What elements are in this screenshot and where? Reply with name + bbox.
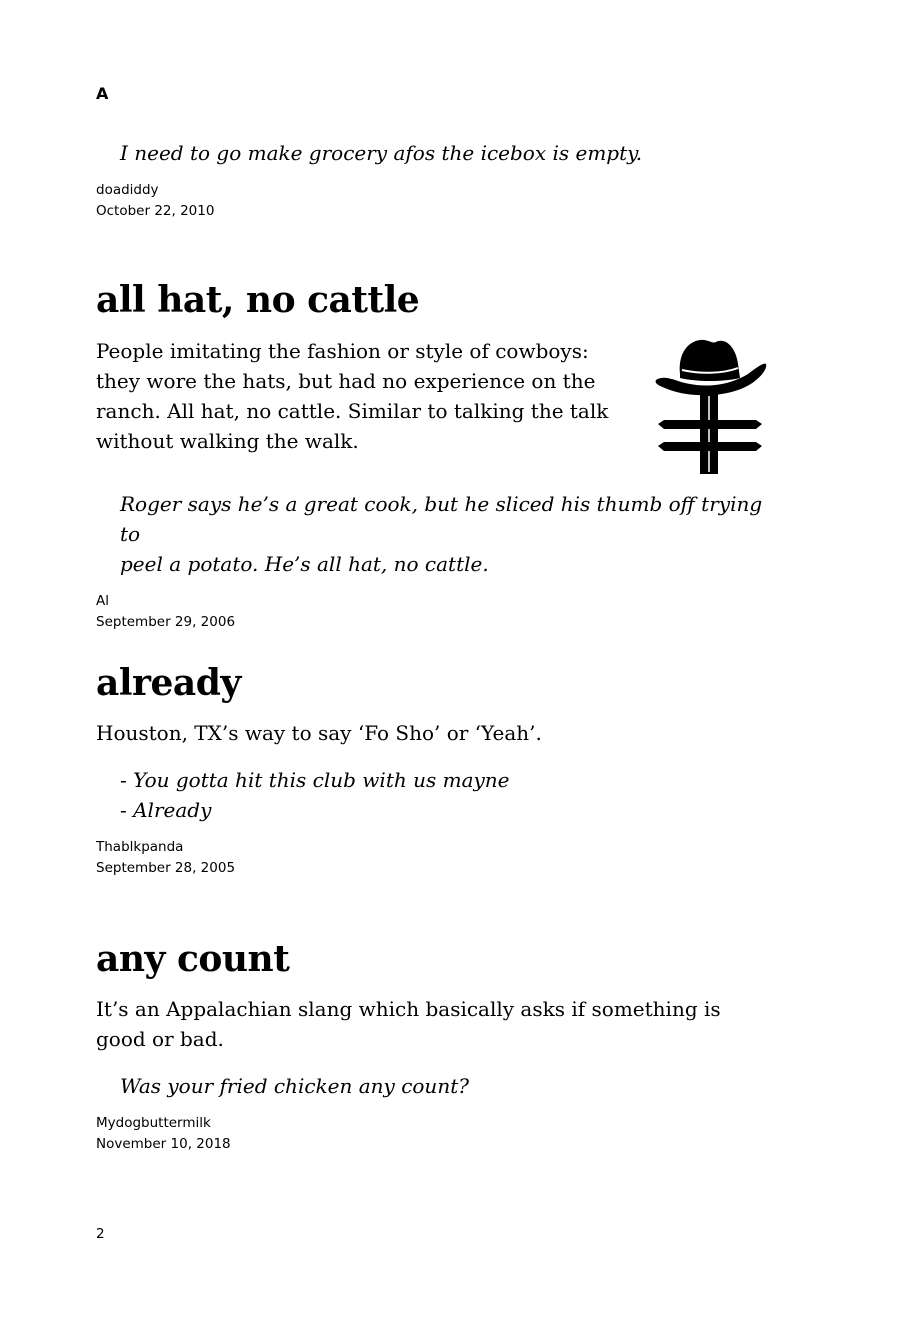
example-line: Was your fried chicken any count? (120, 1074, 469, 1098)
author-name[interactable]: Thablkpanda (96, 839, 184, 855)
entry-date: September 28, 2005 (96, 860, 236, 876)
entry-date: September 29, 2006 (96, 614, 236, 630)
entry-meta (96, 591, 776, 633)
example-line: I need to go make grocery afos the icebox is empty. (120, 141, 643, 165)
entry-continued (96, 138, 776, 222)
definition-text: People imitating the fashion or style of cowboys: they wore the hats, but had no experience on the ranch. All hat, no cattle. Similar to talking the talk without walking the walk. (96, 339, 609, 453)
example-quote (96, 765, 776, 825)
cowboy-hat-on-fence-post-icon (652, 334, 770, 476)
headword-already[interactable]: already (96, 662, 241, 704)
entry-example-block (96, 1071, 776, 1155)
entry-meta (96, 180, 776, 222)
entry-date: October 22, 2010 (96, 203, 215, 219)
author-name[interactable]: Mydogbuttermilk (96, 1115, 211, 1131)
example-quote (96, 489, 776, 579)
author-name[interactable]: Al (96, 593, 109, 609)
definition-text: Houston, TX’s way to say ‘Fo Sho’ or ‘Yeah’. (96, 721, 542, 745)
author-name[interactable]: doadiddy (96, 182, 159, 198)
entry-date: November 10, 2018 (96, 1136, 231, 1152)
section-letter: A (96, 84, 109, 103)
page-number: 2 (96, 1226, 105, 1242)
entry-example-block (96, 765, 776, 879)
definition-text: It’s an Appalachian slang which basically asks if something is good or bad. (96, 997, 721, 1051)
entry-example-block (96, 489, 776, 633)
example-line: peel a potato. He’s all hat, no cattle. (120, 552, 489, 576)
entry-meta (96, 1113, 776, 1155)
headword-any-count[interactable]: any count (96, 938, 290, 980)
example-line: Roger says he’s a great cook, but he sliced his thumb off trying to (120, 492, 763, 546)
example-quote (96, 1071, 776, 1101)
example-line: - You gotta hit this club with us mayne (120, 768, 510, 792)
entry-meta (96, 837, 776, 879)
headword-all-hat-no-cattle[interactable]: all hat, no cattle (96, 279, 420, 321)
example-line: - Already (120, 798, 212, 822)
example-quote (96, 138, 776, 168)
